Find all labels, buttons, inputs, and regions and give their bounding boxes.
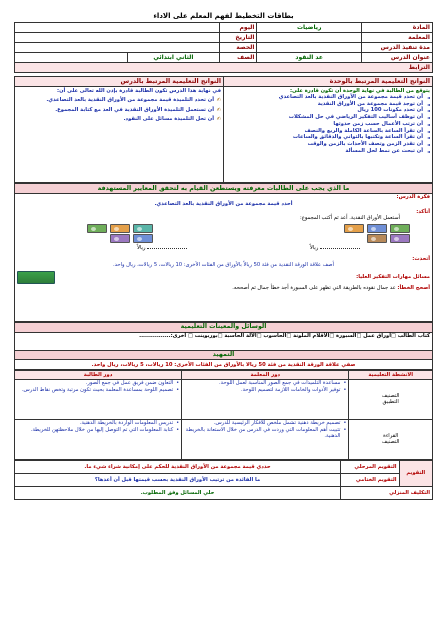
resources-title: الوسائل والمعينات التعليمية xyxy=(15,322,433,332)
banknote-icon xyxy=(87,224,107,233)
unit-goals-list xyxy=(226,94,430,155)
banknote-icon xyxy=(133,234,153,243)
unit-goal-item: ◄ أن تقرأ الساعة وتكتبها بالثواني والدقائق والساعات xyxy=(226,134,430,141)
thinking-row xyxy=(17,271,430,284)
answer-line-1: ريالاً xyxy=(310,245,360,251)
lesson-label: عنوان الدرس xyxy=(361,53,432,63)
homework-label: التكليف المنزلي xyxy=(341,486,433,499)
student-role-item: • تدريس المعلومات الواردة بالخريطة الذهنية. xyxy=(17,420,179,426)
subject-label: المادة xyxy=(361,23,432,33)
col-student-header: دور الطالبة xyxy=(15,371,182,379)
unit-goal-item: ◄ أن ترتب الأعمال حسب زمن حدوثها xyxy=(226,121,430,128)
banknote-icon xyxy=(110,234,130,243)
practice-text: أستعمل الأوراق النقدية. أعد ثم أكتب المجموع: xyxy=(300,215,400,222)
col-teacher-header: دور المعلمة xyxy=(182,371,349,379)
challenge-label: أتحدث: xyxy=(412,255,430,262)
stage-text: حددي قيمة مجموعة من الأوراق النقدية للحكم على إمكانية شراء شيء ما. xyxy=(15,460,341,473)
teacher-label: المعلمة xyxy=(361,33,432,43)
student-role-item: • كتابة المعلومات التي تم التوصل إليها من خلال ملاحظتهن للخريطة. xyxy=(17,427,179,433)
banknote-icon xyxy=(344,224,364,233)
money-bills-row xyxy=(344,234,410,243)
student-role-item: • التعاون ضمن فريق عمل في جمع الصور. xyxy=(17,380,179,386)
lesson-goals-intro: في نهاية هذا الدرس تكون الطالبة قادرة بإذن الله تعالى على أن: xyxy=(57,87,221,94)
lesson-goals-list xyxy=(17,97,221,123)
final-text: ما الفائدة من ترتيب الأوراق النقدية بحسب قيمتها قبل أن أعدها؟ xyxy=(15,473,341,486)
lesson-value: عد النقود xyxy=(257,53,362,63)
criteria-banner: ما الذي يجب على الطالبات معرفته ويستطعن القيام به لتحقق المعايير المستهدفة xyxy=(15,184,433,194)
assessment-label: التقويم xyxy=(399,460,432,486)
teacher-role xyxy=(182,419,349,459)
teacher-role-item: • تثبيت أهم المعلومات التي وردت في الدرس من خلال الاستعانة بالخريطة الذهنية. xyxy=(184,427,346,439)
goals-table xyxy=(14,76,433,183)
criteria-table xyxy=(14,183,433,322)
period-label: الحصة xyxy=(219,43,257,53)
day-value xyxy=(15,23,220,33)
grade-value: الثاني ابتدائي xyxy=(127,53,219,63)
banknote-icon xyxy=(110,224,130,233)
student-role-item: • تصميم اللوحة بمساعدة المعلمة بحيث تكون مرتبة وتخص نقاط الدرس. xyxy=(17,387,179,393)
teacher-role xyxy=(182,379,349,419)
link-label: الترابط xyxy=(15,63,433,73)
stage-label: التقويم المرحلي xyxy=(341,460,400,473)
col-activity-header: الانشطة التعليمية xyxy=(349,371,433,379)
challenge-text: أصف علاقة الورقة النقدية من فئة 50 ريالاً بالأوراق من الفئات الأخرى: 10 ريالات، 5 ريالات، ريال واحد. xyxy=(113,261,334,268)
teacher-role-item: • مساعدة التلميذات في جمع الصور المناسبة لعمل اللوحة. xyxy=(184,380,346,386)
money-bills-row xyxy=(344,224,410,233)
resources-items: كتاب الطالب □أوراق عمل □السبورة □الأقلام الملونة □الحاسوب □الآلة الحاسبة □بوربوينت □ أخرى:................ xyxy=(15,332,433,350)
resources-table xyxy=(14,322,433,370)
think-text: عد جمال نقوده بالطريقة التي تظهر على السبورة أجد خطأ جمال ثم أصححه. xyxy=(232,285,396,292)
header-table xyxy=(14,22,433,73)
skill-text: أحدد قيمة مجموعة من الأوراق النقدية بالعد التصاعدي. xyxy=(154,200,293,207)
lesson-goal-item: ✍ أن تحل التلميذة مسائل على النقود. xyxy=(17,116,221,123)
unit-goals-intro: يتوقع من الطالبة في نهاية الوحدة أن تكون قادرة على: xyxy=(289,87,430,94)
think-label: مسائل مهارات التفكير العليا: xyxy=(356,274,430,281)
unit-goal-item: ◄ أن توظف أساليب التفكير الرياضي في حل المشكلات xyxy=(226,114,430,121)
think-row xyxy=(17,285,430,291)
document-title: بطاقات التخطيط لفهم المعلم على الاداء xyxy=(153,12,294,20)
think-correct-label: أصحح الخطأ: xyxy=(397,285,430,292)
unit-goals-cell xyxy=(224,87,433,183)
intro-text: صفي علاقة الورقة النقدية من فئة 50 ريالا بالأوراق من الفئات الأخرى: 10 ريالات، 5 ريالات، ريال واحد. xyxy=(15,360,433,370)
money-bills-row xyxy=(87,224,153,233)
period-value xyxy=(15,43,220,53)
answer-line-2: ريالاً xyxy=(137,245,187,251)
student-role xyxy=(15,419,182,459)
homework-text: حلي المسائل وفق المطلوب. xyxy=(15,486,341,499)
banknote-icon xyxy=(367,224,387,233)
grade-extra xyxy=(15,53,128,63)
money-exercises xyxy=(17,221,430,244)
practice-label: أتأكد: xyxy=(416,208,430,215)
money-bills-row xyxy=(87,234,153,243)
lesson-goals-title: النواتج التعليمية المرتبط بالدرس xyxy=(15,77,224,87)
unit-goal-item: ◄ أن تحدد قيمة مجموعة من الأوراق النقدية بالعد التصاعدي xyxy=(226,94,430,101)
assessment-table xyxy=(14,460,433,500)
duration-label: مدة تنفيذ الدرس xyxy=(361,43,432,53)
unit-goal-item: ◄ أن تقرأ الساعة بالساعة الكاملة والربع والنصف xyxy=(226,128,430,135)
activity-name: التصنيف التطبيق xyxy=(349,379,433,419)
board-image xyxy=(17,271,55,284)
money-exercise-2 xyxy=(87,223,153,244)
activities-table xyxy=(14,370,433,459)
skill-label: فكرة الدرس: xyxy=(396,194,430,201)
answer-lines xyxy=(17,244,430,251)
money-exercise-1 xyxy=(344,223,410,244)
lesson-goal-item: ✍ أن تستعمل التلميذة الأوراق النقدية في العد مع كتابة المجموع. xyxy=(17,107,221,114)
banknote-icon xyxy=(367,234,387,243)
teacher-role-item: • توفير الأدوات والخامات اللازمة لتصميم اللوحة. xyxy=(184,387,346,393)
duration-value xyxy=(257,43,362,53)
day-label: اليوم xyxy=(219,23,257,33)
student-role xyxy=(15,379,182,419)
date-value xyxy=(15,33,220,43)
intro-title: التمهيد xyxy=(15,350,433,360)
unit-goal-item: ◄ أن تبحث عن نمط لحل المسألة xyxy=(226,148,430,155)
unit-goal-item: ◄ أن تقدر الزمن وتصف الأحداث بالزمن والوقت xyxy=(226,141,430,148)
banknote-icon xyxy=(390,234,410,243)
banknote-icon xyxy=(133,224,153,233)
lesson-goal-item: ✍ أن تحدد التلميذة قيمة مجموعة من الأوراق النقدية بالعد التصاعدي. xyxy=(17,97,221,104)
date-label: التاريخ xyxy=(219,33,257,43)
unit-goal-item: ◄ أن تحدد مكونات 100 ريال xyxy=(226,107,430,114)
final-label: التقويم الختامي xyxy=(341,473,400,486)
lesson-goals-cell xyxy=(15,87,224,183)
criteria-cell xyxy=(15,193,433,321)
activity-name: القراءة التصنيف xyxy=(349,419,433,459)
unit-goal-item: ◄ أن توجد قيمة مجموعة من الأوراق النقدية xyxy=(226,101,430,108)
unit-goals-title: النواتج التعليمية المرتبط بالوحدة xyxy=(224,77,433,87)
banknote-icon xyxy=(390,224,410,233)
grade-label: الصف xyxy=(219,53,257,63)
teacher-role-item: • تصميم خريطة ذهنية تشمل ملخص للأفكار الرئيسية للدرس. xyxy=(184,420,346,426)
teacher-value xyxy=(257,33,362,43)
subject-value: رياضيات xyxy=(257,23,362,33)
